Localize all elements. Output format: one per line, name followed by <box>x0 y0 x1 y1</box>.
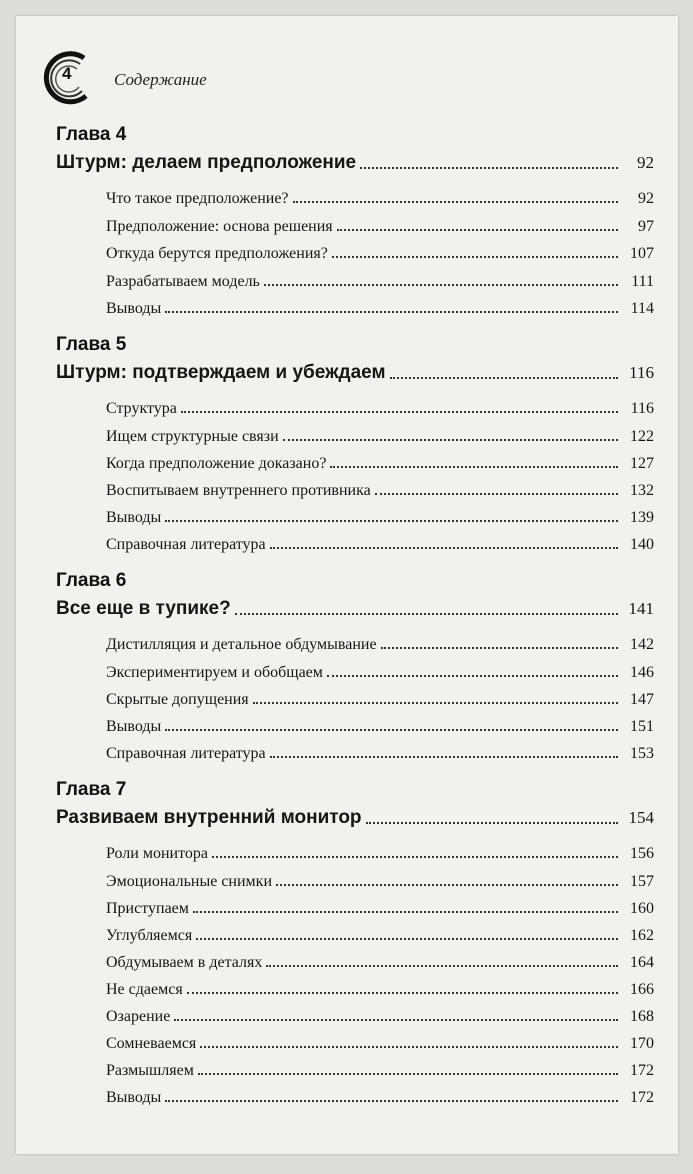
section-page-number: 153 <box>630 745 654 762</box>
section-entry[interactable] <box>106 981 654 999</box>
section-page-number: 139 <box>630 509 654 526</box>
dot-leader <box>235 613 618 615</box>
section-title: Откуда берутся предположения? <box>106 245 328 262</box>
section-entry[interactable] <box>106 873 654 891</box>
section-entry[interactable] <box>106 218 654 236</box>
section-title: Не сдаемся <box>106 981 183 998</box>
chapter-label: Глава 7 <box>56 779 127 800</box>
section-entry[interactable] <box>106 745 654 763</box>
section-entry[interactable] <box>106 900 654 918</box>
dot-leader <box>330 466 618 468</box>
section-page-number: 114 <box>630 300 654 317</box>
section-entry[interactable] <box>106 927 654 945</box>
chapter-title: Штурм: делаем предположение <box>56 152 357 173</box>
section-title: Выводы <box>106 509 162 526</box>
section-page-number: 116 <box>630 400 654 417</box>
section-title: Экспериментируем и обобщаем <box>106 664 323 681</box>
dot-leader <box>196 938 618 940</box>
dot-leader <box>165 1100 618 1102</box>
dot-leader <box>327 675 618 677</box>
section-entry[interactable] <box>106 245 654 263</box>
page-header <box>38 50 338 106</box>
dot-leader <box>360 167 618 169</box>
section-page-number: 140 <box>630 536 654 553</box>
section-entry[interactable] <box>106 455 654 473</box>
book-page <box>16 16 678 1154</box>
section-entry[interactable] <box>106 190 654 208</box>
section-page-number: 146 <box>630 664 654 681</box>
section-title: Скрытые допущения <box>106 691 249 708</box>
section-page-number: 97 <box>638 218 654 235</box>
section-entry[interactable] <box>106 428 654 446</box>
chapter-entry[interactable] <box>56 152 654 174</box>
dot-leader <box>165 729 618 731</box>
section-page-number: 142 <box>630 636 654 653</box>
section-page-number: 111 <box>631 273 654 290</box>
section-page-number: 168 <box>630 1008 654 1025</box>
section-title: Предположение: основа решения <box>106 218 333 235</box>
section-title: Разрабатываем модель <box>106 273 260 290</box>
chapter-page-number: 92 <box>637 153 654 172</box>
section-title: Справочная литература <box>106 745 266 762</box>
dot-leader <box>381 647 618 649</box>
page-number: 4 <box>62 64 72 83</box>
section-title: Дистилляция и детальное обдумывание <box>106 636 377 653</box>
section-page-number: 151 <box>630 718 654 735</box>
section-title: Выводы <box>106 718 162 735</box>
section-page-number: 170 <box>630 1035 654 1052</box>
section-page-number: 122 <box>630 428 654 445</box>
chapter-title: Все еще в тупике? <box>56 598 231 619</box>
chapter-page-number: 141 <box>628 599 654 618</box>
chapter-page-number: 154 <box>628 808 654 827</box>
section-page-number: 107 <box>630 245 654 262</box>
section-title: Размышляем <box>106 1062 194 1079</box>
section-page-number: 156 <box>630 845 654 862</box>
section-title: Воспитываем внутреннего противника <box>106 482 371 499</box>
section-page-number: 92 <box>638 190 654 207</box>
section-page-number: 147 <box>630 691 654 708</box>
dot-leader <box>253 702 618 704</box>
chapter-title: Развиваем внутренний монитор <box>56 807 362 828</box>
section-page-number: 166 <box>630 981 654 998</box>
dot-leader <box>332 256 618 258</box>
section-page-number: 172 <box>630 1062 654 1079</box>
section-entry[interactable] <box>106 691 654 709</box>
chapter-entry[interactable] <box>56 362 654 384</box>
dot-leader <box>187 992 618 994</box>
dot-leader <box>174 1019 618 1021</box>
section-entry[interactable] <box>106 400 654 418</box>
section-title: Выводы <box>106 1089 162 1106</box>
section-entry[interactable] <box>106 273 654 291</box>
section-entry[interactable] <box>106 482 654 500</box>
section-entry[interactable] <box>106 536 654 554</box>
dot-leader <box>200 1046 618 1048</box>
section-entry[interactable] <box>106 1062 654 1080</box>
section-title: Озарение <box>106 1008 171 1025</box>
dot-leader <box>390 377 618 379</box>
chapter-label: Глава 6 <box>56 570 127 591</box>
dot-leader <box>266 965 618 967</box>
dot-leader <box>283 439 618 441</box>
section-title: Когда предположение доказано? <box>106 455 327 472</box>
section-page-number: 132 <box>630 482 654 499</box>
dot-leader <box>193 911 618 913</box>
dot-leader <box>181 411 618 413</box>
dot-leader <box>293 201 618 203</box>
chapter-entry[interactable] <box>56 598 654 620</box>
section-title: Ищем структурные связи <box>106 428 279 445</box>
section-entry[interactable] <box>106 1008 654 1026</box>
section-page-number: 127 <box>630 455 654 472</box>
chapter-title: Штурм: подтверждаем и убеждаем <box>56 362 386 383</box>
section-page-number: 160 <box>630 900 654 917</box>
section-title: Роли монитора <box>106 845 208 862</box>
section-page-number: 164 <box>630 954 654 971</box>
section-entry[interactable] <box>106 509 654 527</box>
dot-leader <box>264 284 618 286</box>
dot-leader <box>337 229 618 231</box>
section-page-number: 172 <box>630 1089 654 1106</box>
dot-leader <box>165 311 618 313</box>
section-entry[interactable] <box>106 845 654 863</box>
chapter-label: Глава 5 <box>56 334 127 355</box>
section-entry[interactable] <box>106 1089 654 1107</box>
dot-leader <box>270 756 618 758</box>
section-title: Структура <box>106 400 177 417</box>
section-entry[interactable] <box>106 718 654 736</box>
section-title: Выводы <box>106 300 162 317</box>
section-title: Обдумываем в деталях <box>106 954 263 971</box>
dot-leader <box>366 822 618 824</box>
section-title: Приступаем <box>106 900 189 917</box>
running-title: Содержание <box>114 70 207 89</box>
section-title: Сомневаемся <box>106 1035 197 1052</box>
section-entry[interactable] <box>106 300 654 318</box>
section-entry[interactable] <box>106 636 654 654</box>
section-title: Справочная литература <box>106 536 266 553</box>
section-page-number: 162 <box>630 927 654 944</box>
dot-leader <box>165 520 618 522</box>
dot-leader <box>375 493 618 495</box>
dot-leader <box>276 884 618 886</box>
dot-leader <box>270 547 618 549</box>
section-entry[interactable] <box>106 664 654 682</box>
section-entry[interactable] <box>106 954 654 972</box>
section-entry[interactable] <box>106 1035 654 1053</box>
chapter-label: Глава 4 <box>56 124 127 145</box>
dot-leader <box>198 1073 618 1075</box>
section-page-number: 157 <box>630 873 654 890</box>
dot-leader <box>212 856 618 858</box>
chapter-page-number: 116 <box>629 363 654 382</box>
section-title: Эмоциональные снимки <box>106 873 272 890</box>
section-title: Углубляемся <box>106 927 193 944</box>
chapter-entry[interactable] <box>56 807 654 829</box>
section-title: Что такое предположение? <box>106 190 289 207</box>
